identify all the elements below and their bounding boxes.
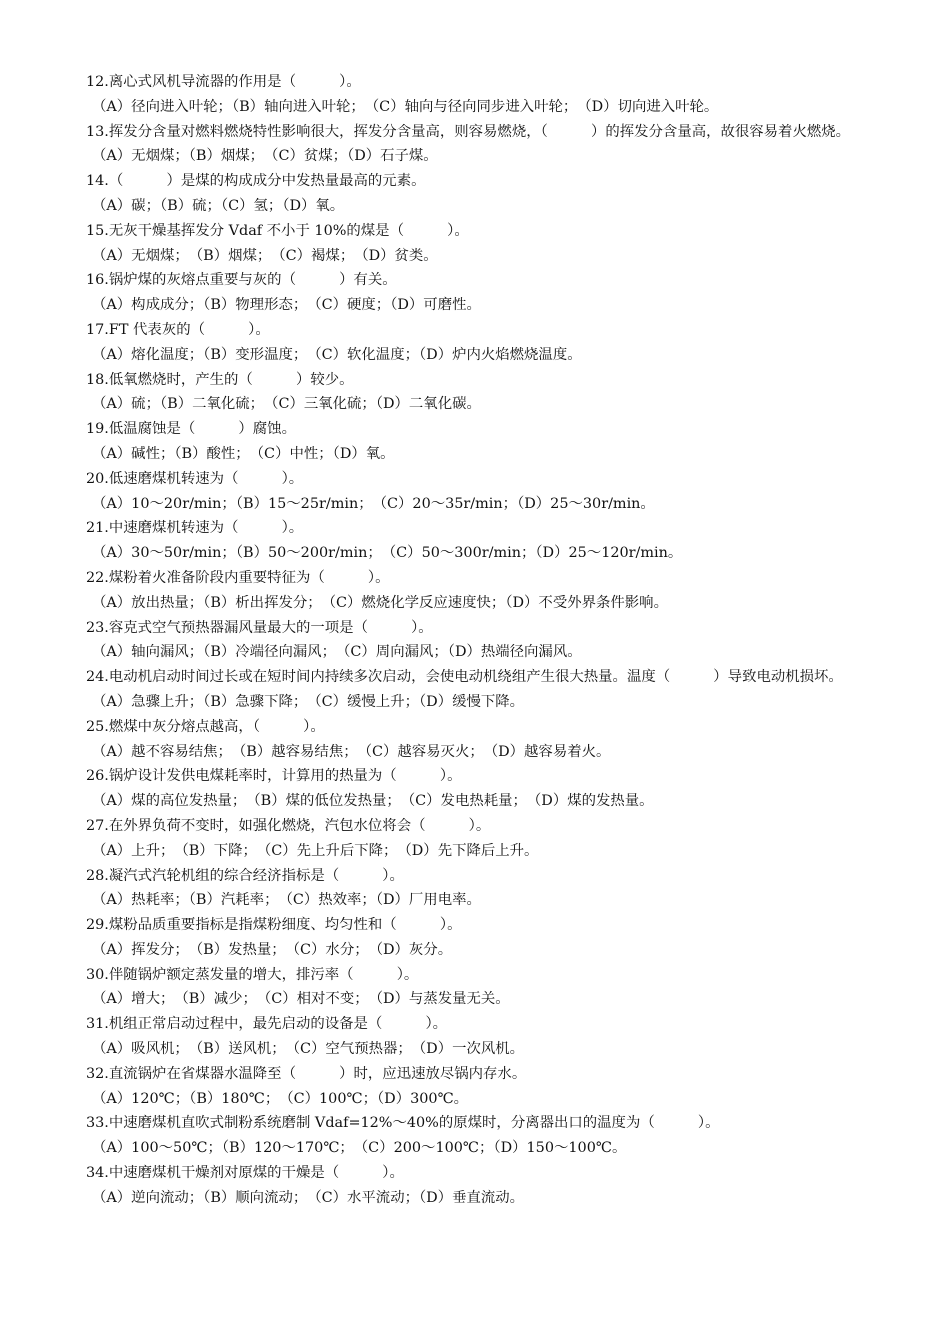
question-stem: 29.煤粉品质重要指标是指煤粉细度、均匀性和（ ）。 bbox=[86, 917, 462, 934]
question-stem: 25.燃煤中灰分熔点越高，（ ）。 bbox=[86, 718, 325, 735]
question-options: （A）逆向流动；（B）顺向流动； （C）水平流动；（D）垂直流动。 bbox=[92, 1189, 525, 1206]
question-options: （A）越不容易结焦； （B）越容易结焦； （C）越容易灭火； （D）越容易着火。 bbox=[92, 743, 611, 760]
question-stem: 17.FT 代表灰的（ ）。 bbox=[86, 321, 270, 338]
question-options: （A）增大； （B）减少； （C）相对不变； （D）与蒸发量无关。 bbox=[92, 991, 510, 1008]
question-stem: 22.煤粉着火准备阶段内重要特征为（ ）。 bbox=[86, 569, 390, 586]
question-stem: 32.直流锅炉在省煤器水温降至（ ）时，应迅速放尽锅内存水。 bbox=[86, 1065, 527, 1082]
question-stem: 31.机组正常启动过程中，最先启动的设备是（ ）。 bbox=[86, 1016, 448, 1033]
question-stem: 33.中速磨煤机直吹式制粉系统磨制 Vdaf=12%～40%的原煤时，分离器出口的温度为（ ）。 bbox=[86, 1115, 720, 1132]
question-options: （A）120℃；（B）180℃； （C）100℃；（D）300℃。 bbox=[92, 1090, 469, 1107]
question-options: （A）挥发分； （B）发热量； （C）水分； （D）灰分。 bbox=[92, 941, 453, 958]
question-stem: 12.离心式风机导流器的作用是（ ）。 bbox=[86, 74, 361, 90]
question-stem: 19.低温腐蚀是（ ）腐蚀。 bbox=[86, 421, 296, 438]
question-options: （A）上升； （B）下降； （C）先上升后下降； （D）先下降后上升。 bbox=[92, 842, 539, 859]
question-stem: 16.锅炉煤的灰熔点重要与灰的（ ）有关。 bbox=[86, 272, 397, 289]
question-stem: 27.在外界负荷不变时，如强化燃烧，汽包水位将会（ ）。 bbox=[86, 817, 491, 834]
question-options: （A）放出热量；（B）析出挥发分； （C）燃烧化学反应速度快；（D）不受外界条件影响。 bbox=[92, 594, 668, 611]
question-stem: 15.无灰干燥基挥发分 Vdaf 不小于 10%的煤是（ ）。 bbox=[86, 222, 469, 239]
question-options: （A）轴向漏风；（B）冷端径向漏风； （C）周向漏风；（D）热端径向漏风。 bbox=[92, 644, 582, 661]
question-options: （A）硫；（B）二氧化硫； （C）三氧化硫；（D）二氧化碳。 bbox=[92, 396, 481, 413]
question-stem: 23.容克式空气预热器漏风量最大的一项是（ ）。 bbox=[86, 619, 433, 636]
question-options: （A）无烟煤；（B）烟煤； （C）贫煤；（D）石子煤。 bbox=[92, 148, 438, 165]
question-options: （A）吸风机； （B）送风机； （C）空气预热器； （D）一次风机。 bbox=[92, 1041, 525, 1058]
question-options: （A）30～50r/min；（B）50～200r/min； （C）50～300r/min；（D）25～120r/min。 bbox=[92, 545, 683, 562]
question-options: （A）煤的高位发热量； （B）煤的低位发热量； （C）发电热耗量； （D）煤的发热量。 bbox=[92, 793, 654, 810]
question-options: （A）构成成分；（B）物理形态； （C）硬度；（D）可磨性。 bbox=[92, 297, 481, 314]
question-stem: 21.中速磨煤机转速为（ ）。 bbox=[86, 520, 304, 537]
question-stem: 28.凝汽式汽轮机组的综合经济指标是（ ）。 bbox=[86, 867, 404, 884]
question-options: （A）碳；（B）硫；（C）氢；（D）氧。 bbox=[92, 197, 345, 214]
question-options: （A）热耗率；（B）汽耗率； （C）热效率；（D）厂用电率。 bbox=[92, 892, 481, 909]
question-stem: 34.中速磨煤机干燥剂对原煤的干燥是（ ）。 bbox=[86, 1165, 404, 1182]
question-options: （A）径向进入叶轮；（B）轴向进入叶轮； （C）轴向与径向同步进入叶轮； （D）切向进入叶轮。 bbox=[92, 98, 719, 115]
question-stem: 20.低速磨煤机转速为（ ）。 bbox=[86, 470, 304, 487]
question-stem: 13.挥发分含量对燃料燃烧特性影响很大，挥发分含量高，则容易燃烧，（ ）的挥发分含量高，故很容易着火燃烧。 bbox=[86, 123, 851, 140]
question-stem: 30.伴随锅炉额定蒸发量的增大，排污率（ ）。 bbox=[86, 966, 419, 983]
question-options: （A）急骤上升；（B）急骤下降； （C）缓慢上升；（D）缓慢下降。 bbox=[92, 693, 525, 710]
question-stem: 14.（ ）是煤的构成成分中发热量最高的元素。 bbox=[86, 173, 426, 190]
question-stem: 18.低氧燃烧时，产生的（ ）较少。 bbox=[86, 371, 354, 388]
question-options: （A）10～20r/min；（B）15～25r/min； （C）20～35r/min；（D）25～30r/min。 bbox=[92, 495, 655, 512]
question-stem: 24.电动机启动时间过长或在短时间内持续多次启动，会使电动机绕组产生很大热量。温度（ ）导致电动机损坏。 bbox=[86, 669, 843, 686]
question-stem: 26.锅炉设计发供电煤耗率时，计算用的热量为（ ）。 bbox=[86, 768, 462, 785]
question-options: （A）100～50℃；（B）120～170℃； （C）200～100℃；（D）150～100℃。 bbox=[92, 1140, 627, 1157]
question-options: （A）碱性；（B）酸性； （C）中性；（D）氧。 bbox=[92, 445, 395, 462]
question-options: （A）无烟煤； （B）烟煤； （C）褐煤； （D）贫类。 bbox=[92, 247, 438, 264]
question-options: （A）熔化温度；（B）变形温度； （C）软化温度；（D）炉内火焰燃烧温度。 bbox=[92, 346, 582, 363]
